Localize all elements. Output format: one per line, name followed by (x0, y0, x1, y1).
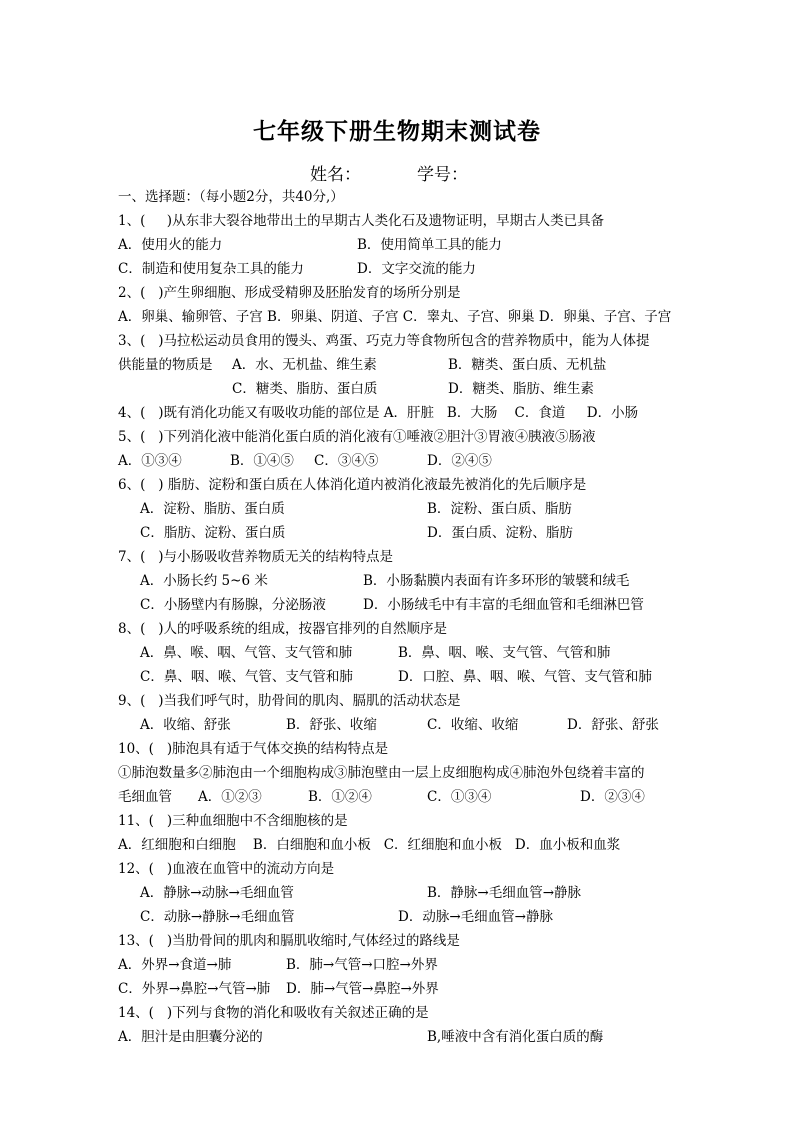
question-8: 8、( )人的呼吸系统的组成，按器官排列的自然顺序是 (118, 621, 447, 637)
q3-option-d: D．糖类、脂肪、维生素 (448, 381, 594, 397)
q6-option-d: D．蛋白质、淀粉、脂肪 (427, 525, 573, 541)
question-7: 7、( )与小肠吸收营养物质无关的结构特点是 (118, 549, 393, 565)
page-title: 七年级下册生物期末测试卷 (253, 118, 541, 145)
q1-option-b: B．使用简单工具的能力 (357, 237, 502, 253)
q5-option-a: A．①③④ (118, 453, 182, 469)
q6-option-c: C．脂肪、淀粉、蛋白质 (140, 525, 286, 541)
q14-option-b: B,唾液中含有消化蛋白质的酶 (427, 1029, 604, 1045)
q12-option-c: C．动脉→静脉→毛细血管 (140, 909, 295, 925)
section-heading: 一、选择题：（每小题2分，共40分,） (118, 189, 344, 205)
question-10: 10、( )肺泡具有适于气体交换的结构特点是 (118, 741, 389, 757)
q1-option-c: C．制造和使用复杂工具的能力 (118, 261, 304, 277)
q8-option-c: C．鼻、咽、喉、气管、支气管和肺 (140, 669, 353, 685)
question-9: 9、( )当我们呼气时，肋骨间的肌肉、膈肌的活动状态是 (118, 693, 461, 709)
q11-options: A．红细胞和白细胞 B．白细胞和血小板 C．红细胞和血小板 D．血小板和血浆 (118, 837, 621, 853)
q2-options: A．卵巢、输卵管、子宫 B．卵巢、阴道、子宫 C．睾丸、子宫、卵巢 D．卵巢、子宫、子宫 (118, 309, 672, 325)
question-3: 3、( )马拉松运动员食用的馒头、鸡蛋、巧克力等食物所包含的营养物质中，能为人体提 (118, 333, 650, 349)
id-label: 学号： (417, 165, 468, 185)
q10-option-c: C．①③④ (427, 789, 492, 805)
q7-option-c: C．小肠壁内有肠腺，分泌肠液 (140, 597, 326, 613)
q9-option-c: C．收缩、收缩 (427, 717, 519, 733)
q7-option-d: D．小肠绒毛中有丰富的毛细血管和毛细淋巴管 (363, 597, 644, 613)
question-10-cont2: 毛细血管 (118, 789, 172, 805)
q3-option-c: C．糖类、脂肪、蛋白质 (232, 381, 378, 397)
q5-option-b: B．①④⑤ (230, 453, 294, 469)
q10-option-b: B．①②④ (308, 789, 372, 805)
question-6: 6、( ) 脂肪、淀粉和蛋白质在人体消化道内被消化液最先被消化的先后顺序是 (118, 477, 587, 493)
q8-option-b: B．鼻、咽、喉、支气管、气管和肺 (398, 645, 611, 661)
question-11: 11、( )三种血细胞中不含细胞核的是 (118, 813, 348, 829)
question-5: 5、( )下列消化液中能消化蛋白质的消化液有①唾液②胆汁③胃液④胰液⑤肠液 (118, 429, 596, 445)
q3-option-a: A．水、无机盐、维生素 (232, 357, 377, 373)
q8-option-a: A．鼻、喉、咽、气管、支气管和肺 (140, 645, 353, 661)
student-info (310, 160, 468, 185)
q6-option-a: A．淀粉、脂肪、蛋白质 (140, 501, 285, 517)
question-3-cont: 供能量的物质是 (118, 357, 213, 373)
question-10-cont: ①肺泡数量多②肺泡由一个细胞构成③肺泡壁由一层上皮细胞构成④肺泡外包绕着丰富的 (118, 765, 645, 781)
q7-option-b: B．小肠黏膜内表面有许多环形的皱襞和绒毛 (363, 573, 630, 589)
name-label: 姓名： (310, 165, 361, 185)
q13-option-a: A．外界→食道→肺 (118, 957, 232, 973)
question-2: 2、( )产生卵细胞、形成受精卵及胚胎发育的场所分别是 (118, 285, 461, 301)
q13-option-d: D．肺→气管→鼻腔→外界 (286, 981, 439, 997)
q5-option-d: D．②④⑤ (427, 453, 492, 469)
q6-option-b: B．淀粉、蛋白质、脂肪 (427, 501, 572, 517)
question-14: 14、( )下列与食物的消化和吸收有关叙述正确的是 (118, 1005, 429, 1021)
q5-option-c: C．③④⑤ (314, 453, 379, 469)
q9-option-a: A．收缩、舒张 (140, 717, 231, 733)
q10-option-a: A．①②③ (198, 789, 262, 805)
q9-option-d: D．舒张、舒张 (567, 717, 659, 733)
q13-option-b: B．肺→气管→口腔→外界 (286, 957, 438, 973)
q7-option-a: A．小肠长约 5~6 米 (140, 573, 268, 589)
question-12: 12、( )血液在血管中的流动方向是 (118, 861, 335, 877)
q14-option-a: A．胆汁是由胆囊分泌的 (118, 1029, 263, 1045)
q12-option-a: A．静脉→动脉→毛细血管 (140, 885, 294, 901)
question-4: 4、( )既有消化功能又有吸收功能的部位是 A．肝脏 B．大肠 C．食道 D．小肠 (118, 405, 639, 421)
q8-option-d: D．口腔、鼻、咽、喉、气管、支气管和肺 (398, 669, 652, 685)
q9-option-b: B．舒张、收缩 (286, 717, 377, 733)
q13-option-c: C．外界→鼻腔→气管→肺 (118, 981, 271, 997)
q12-option-d: D．动脉→毛细血管→静脉 (398, 909, 553, 925)
q10-option-d: D．②③④ (580, 789, 645, 805)
q1-option-d: D．文字交流的能力 (357, 261, 476, 277)
q1-option-a: A．使用火的能力 (118, 237, 223, 253)
question-1: 1、( )从东非大裂谷地带出土的早期古人类化石及遗物证明，早期古人类已具备 (118, 213, 605, 229)
q12-option-b: B．静脉→毛细血管→静脉 (427, 885, 582, 901)
question-13: 13、( )当肋骨间的肌肉和膈肌收缩时,气体经过的路线是 (118, 933, 460, 949)
q3-option-b: B．糖类、蛋白质、无机盐 (448, 357, 607, 373)
